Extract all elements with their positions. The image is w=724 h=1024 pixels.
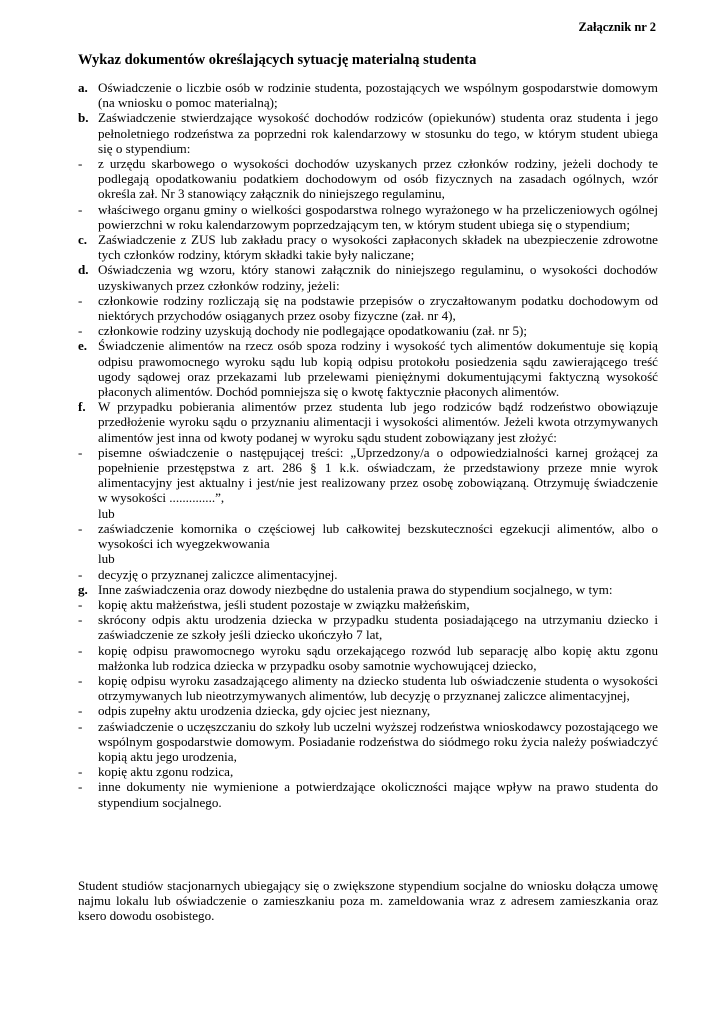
- list-item-text: odpis zupełny aktu urodzenia dziecka, gdy ojciec jest nieznany,: [98, 703, 431, 719]
- list-subitem: [78, 719, 658, 765]
- or-connector: [78, 551, 658, 566]
- list-item-text: Zaświadczenie stwierdzające wysokość dochodów rodziców (opiekunów) studenta oraz studenta i jego pełnoletniego rodzeństwa za poprzedni rok kalendarzowy w stosunku do tego, w którym student ubiega się o stypendium:: [98, 110, 658, 156]
- list-item-text: kopię odpisu wyroku zasadzającego alimenty na dziecko studenta lub oświadczenie studenta o wysokości otrzymywanych lub nieotrzymywanych alimentów, lub decyzję o przyznanej zaliczce alimentacyjnej,: [98, 672, 658, 704]
- list-item-text: właściwego organu gminy o wielkości gospodarstwa rolnego wyrażonego w ha przeliczeniowych ogólnej powierzchni w roku kalendarzowym poprzedzającym ten, w którym student ubiega się o stypendium;: [98, 201, 658, 232]
- list-item-g: [78, 582, 658, 597]
- list-item-f: [78, 399, 658, 445]
- list-marker: -: [78, 718, 83, 734]
- closing-paragraph: Student studiów stacjonarnych ubiegający się o zwiększone stypendium socjalne do wniosku dołącza umowę najmu lokalu lub oświadczenie o zamieszkaniu poza m. zameldowania wraz z adresem zamieszkania oraz ksero dowodu osobistego.: [78, 878, 658, 924]
- list-marker: -: [78, 672, 83, 688]
- list-subitem: [78, 612, 658, 642]
- list-marker: f.: [78, 399, 86, 415]
- list-item-d: [78, 262, 658, 292]
- list-subitem: [78, 521, 658, 551]
- list-marker: e.: [78, 338, 88, 354]
- list-subitem: [78, 202, 658, 232]
- list-subitem: [78, 445, 658, 506]
- document-title: Wykaz dokumentów określających sytuację materialną studenta: [78, 52, 477, 68]
- list-subitem: [78, 643, 658, 673]
- list-marker: -: [78, 612, 83, 628]
- list-item-text: kopię aktu zgonu rodzica,: [98, 764, 234, 780]
- list-item-text: Zaświadczenie z ZUS lub zakładu pracy o wysokości zapłaconych składek na ubezpieczenie zdrowotne tych członków rodziny, którym składki takie były naliczane;: [98, 232, 658, 263]
- list-item-text: z urzędu skarbowego o wysokości dochodów uzyskanych przez członków rodziny, jeżeli dochody te podlegają opodatkowaniu podatkiem dochodowym od osób fizycznych na zasadach ogólnych, wzór określa zał. Nr 3 stanowiący załącznik do niniejszego regulaminu,: [98, 156, 658, 202]
- list-item-text: pisemne oświadczenie o następującej treści: „Uprzedzony/a o odpowiedzialności karnej grożącej za popełnienie przestępstwa z art. 286 § 1 k.k. oświadczam, że przedstawiony przeze mnie wyrok alimentacyjny jest aktualny i jest/nie jest realizowany przez osobę zobowiązaną. Otrzymuję świadczenie w wysokości ..............”,: [98, 444, 658, 506]
- list-item-text: decyzję o przyznanej zaliczce alimentacyjnej.: [98, 566, 338, 582]
- list-item-text: zaświadczenie komornika o częściowej lub całkowitej bezskuteczności egzekucji alimentów, albo o wysokości ich wyegzekwowania: [98, 520, 658, 552]
- list-subitem: [78, 567, 658, 582]
- list-marker: a.: [78, 80, 88, 95]
- list-item-text: skrócony odpis aktu urodzenia dziecka w przypadku studenta posiadającego na utrzymaniu dziecko i zaświadczenie ze szkoły jeśli dziecko ukończyło 7 lat,: [98, 612, 658, 643]
- list-marker: -: [78, 703, 83, 719]
- list-item-text: kopię aktu małżeństwa, jeśli student pozostaje w związku małżeńskim,: [98, 596, 470, 612]
- list-marker: -: [78, 566, 83, 582]
- list-item-text: Oświadczenie o liczbie osób w rodzinie studenta, pozostających we wspólnym gospodarstwie domowym (na wniosku o pomoc materialną);: [98, 80, 658, 111]
- list-marker: -: [78, 764, 83, 780]
- list-subitem: [78, 673, 658, 703]
- list-marker: -: [78, 201, 83, 217]
- list-marker: -: [78, 292, 83, 308]
- list-subitem: [78, 323, 658, 338]
- list-marker: -: [78, 596, 83, 612]
- list-item-text: Oświadczenia wg wzoru, który stanowi załącznik do niniejszego regulaminu, o wysokości dochodów uzyskiwanych przez członków rodziny, jeżeli:: [98, 262, 658, 293]
- list-marker: b.: [78, 110, 89, 126]
- list-marker: c.: [78, 232, 88, 248]
- list-marker: d.: [78, 262, 89, 278]
- list-item-text: zaświadczenie o uczęszczaniu do szkoły lub uczelni wyższej rodzeństwa wnioskodawcy pozostającego we wspólnym gospodarstwie domowym. Posiadanie rodzeństwa do siódmego roku życia należy poświadczyć kopią aktu jego urodzenia,: [98, 718, 658, 764]
- list-subitem: [78, 779, 658, 809]
- list-subitem: [78, 293, 658, 323]
- list-item-text: Świadczenie alimentów na rzecz osób spoza rodziny i wysokość tych alimentów dokumentuje się kopią odpisu prawomocnego wyroku sądu lub kopią odpisu protokołu posiedzenia sądu zawierającego treść ugody sądowej oraz przekazami lub przelewami pieniężnymi dokumentującymi faktyczną wysokość płaconych alimentów. Dochód pomniejsza się o kwotę faktycznie płaconych alimentów.: [98, 338, 658, 400]
- list-marker: -: [78, 520, 83, 536]
- list-item-text: Inne zaświadczenia oraz dowody niezbędne do ustalenia prawa do stypendium socjalnego, w tym:: [98, 581, 613, 597]
- list-item-c: [78, 232, 658, 262]
- document-list: [78, 80, 658, 810]
- list-item-text: lub: [98, 505, 115, 521]
- list-marker: -: [78, 444, 83, 460]
- list-marker: -: [78, 156, 83, 172]
- attachment-label: Załącznik nr 2: [578, 20, 656, 34]
- list-item-text: kopię odpisu prawomocnego wyroku sądu orzekającego rozwód lub separację albo kopię aktu zgonu małżonka lub rodzica dziecka w przypadku osoby samotnie wychowującej dziecko,: [98, 642, 658, 673]
- list-item-text: inne dokumenty nie wymienione a potwierdzające okoliczności mające wpływ na prawo studenta do stypendium socjalnego.: [98, 779, 658, 810]
- list-subitem: [78, 156, 658, 202]
- list-subitem: [78, 703, 658, 718]
- list-item-text: członkowie rodziny uzyskują dochody nie podlegające opodatkowaniu (zał. nr 5);: [98, 323, 528, 339]
- list-marker: -: [78, 642, 83, 658]
- list-marker: -: [78, 323, 83, 339]
- list-subitem: [78, 764, 658, 779]
- list-item-a: [78, 80, 658, 110]
- list-marker: -: [78, 779, 83, 795]
- list-item-e: [78, 338, 658, 399]
- list-marker: g.: [78, 581, 88, 597]
- or-connector: [78, 506, 658, 521]
- list-subitem: [78, 597, 658, 612]
- list-item-text: W przypadku pobierania alimentów przez studenta lub jego rodziców bądź rodzeństwo obowiązuje przedłożenie wyroku sądu o przyznaniu alimentacji i wysokości alimentów. Jeżeli kwota otrzymywanych alimentów jest inna od kwoty podanej w wyroku sądu student zobowiązany jest złożyć:: [98, 399, 658, 445]
- list-item-b: [78, 110, 658, 156]
- list-item-text: członkowie rodziny rozliczają się na podstawie przepisów o zryczałtowanym podatku dochodowym od niektórych przychodów osiąganych przez osoby fizyczne (zał. nr 4),: [98, 292, 658, 324]
- list-item-text: lub: [98, 551, 115, 567]
